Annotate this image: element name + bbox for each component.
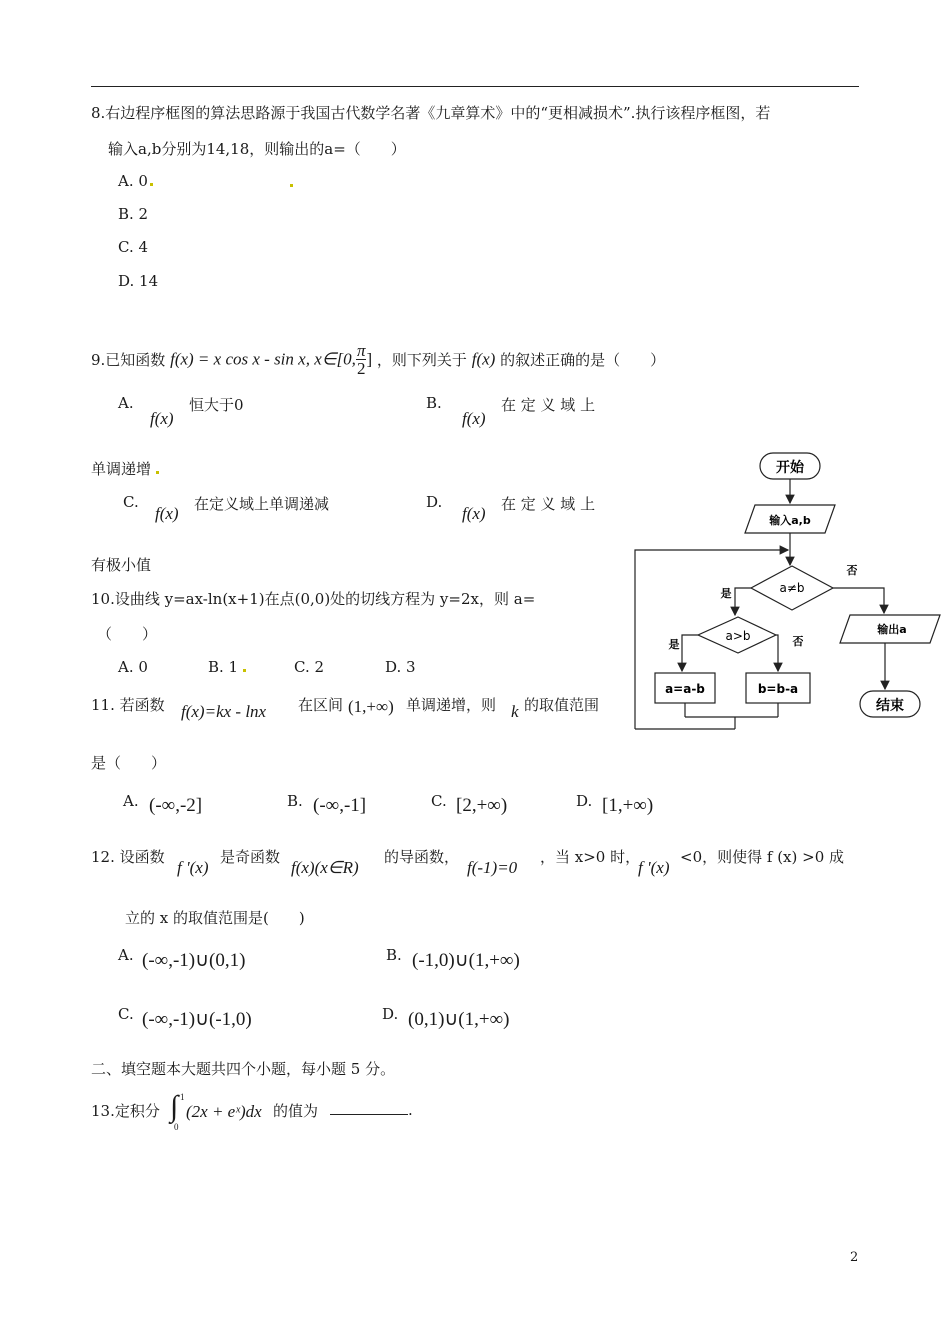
q12-stem-mid3: ，当 x>0 时， (540, 848, 641, 866)
q10-stem-line2: （ ） (97, 625, 158, 643)
q9-option-a-label: A. (118, 394, 134, 412)
q12-fprime-2: f '(x) (638, 858, 670, 877)
q11-option-a-value: (-∞,-2] (149, 795, 203, 816)
q11-stem-mid2: 单调递增，则 (406, 696, 497, 714)
integral-upper-limit: 1 (180, 1092, 185, 1102)
q8-stem-line1: 8.右边程序框图的算法思路源于我国古代数学名著《九章算术》中的“更相减损术”.执行该程序框图，若 (91, 104, 771, 122)
integral-sign: ∫ (170, 1090, 179, 1123)
start-label: 开始 (776, 460, 804, 476)
header-rule (91, 86, 859, 87)
q8-option-a: A. 0 (118, 172, 153, 190)
q11-option-b-label: B. (287, 792, 303, 810)
q9-option-c-label: C. (123, 493, 139, 511)
q12-f-neg-one: f(-1)=0 (467, 858, 518, 877)
q9-option-d-cont: 有极小值 (91, 556, 152, 574)
q11-stem-prefix: 11. 若函数 (91, 696, 165, 714)
q11-option-a-label: A. (123, 792, 139, 810)
q13-integrand: (2x + eˣ)dx (186, 1102, 262, 1121)
q10-option-a: A. 0 (118, 658, 148, 676)
q12-option-b-value: (-1,0)∪(1,+∞) (412, 950, 520, 971)
q12-option-a-label: A. (118, 946, 134, 964)
q12-option-d-label: D. (382, 1005, 399, 1023)
q12-stem-line2: 立的 x 的取值范围是( ) (125, 909, 305, 927)
q12-option-b-label: B. (386, 946, 402, 964)
q9-option-b-cont: 单调递增 (91, 458, 159, 479)
q11-option-c-value: [2,+∞) (456, 795, 508, 816)
q13-suffix: 的值为 (273, 1102, 319, 1120)
q11-stem-mid: 在区间 (298, 696, 344, 714)
q12-stem-mid2: 的导函数， (384, 848, 460, 866)
q12-fxR: f(x)(x∈R) (291, 858, 359, 877)
cond2-label: a>b (725, 629, 751, 643)
input-label: 输入a,b (769, 514, 811, 527)
q9-option-d-label: D. (426, 493, 443, 511)
output-label: 输出a (877, 623, 907, 636)
cond1-yes-label: 是 (720, 587, 732, 600)
q12-option-c-value: (-∞,-1)∪(-1,0) (142, 1009, 252, 1030)
q12-stem-mid1: 是奇函数 (220, 848, 281, 866)
q11-interval: (1,+∞) (348, 697, 394, 716)
q12-stem-mid4: <0，则使得 f (x) >0 成 (680, 848, 845, 866)
q8-stem-line2: 输入a,b分别为14,18，则输出的a=（ ） (108, 140, 406, 158)
cond2-yes-label: 是 (668, 638, 680, 651)
q12-fprime: f '(x) (177, 858, 209, 877)
flowchart (630, 445, 945, 737)
q9-option-d-fx: f(x) (462, 504, 486, 523)
q8-option-b: B. 2 (118, 205, 149, 223)
q9-option-b-fx: f(x) (462, 409, 486, 428)
cond1-label: a≠b (779, 581, 805, 595)
q11-option-b-value: (-∞,-1] (313, 795, 367, 816)
q11-function: f(x)=kx - lnx (181, 702, 267, 721)
q8-option-c: C. 4 (118, 238, 149, 256)
q12-option-a-value: (-∞,-1)∪(0,1) (142, 950, 246, 971)
q12-option-d-value: (0,1)∪(1,+∞) (408, 1009, 510, 1030)
integral-lower-limit: 0 (174, 1122, 179, 1132)
q13-prefix: 13.定积分 (91, 1102, 160, 1120)
q10-stem-line1: 10.设曲线 y=ax-ln(x+1)在点(0,0)处的切线方程为 y=2x，则 a= (91, 590, 536, 608)
q11-option-d-value: [1,+∞) (602, 795, 654, 816)
q9-option-a-text: 恒大于0 (189, 396, 244, 414)
page-number: 2 (850, 1250, 859, 1265)
end-label: 结束 (876, 698, 904, 714)
q11-k: k (511, 702, 519, 721)
q11-stem-suffix: 的取值范围 (524, 696, 600, 714)
pi-over-two: $\frac{\pi}{2}$ (356, 341, 366, 378)
q9-option-c-text: 在定义域上单调递减 (194, 495, 330, 513)
op2-label: b=b-a (757, 682, 799, 696)
q12-stem-prefix: 12. 设函数 (91, 848, 165, 866)
scan-mark (290, 184, 293, 187)
cond1-no-label: 否 (846, 564, 858, 577)
section-heading: 二、填空题本大题共四个小题，每小题 5 分。 (91, 1060, 396, 1078)
q12-option-c-label: C. (118, 1005, 134, 1023)
q9-stem: 9.已知函数 f(x) = x cos x - sin x, x∈[0, $\frac{\pi}{2}$ ] ，则下列关于 f(x) 的叙述正确的是（ ） (91, 341, 666, 378)
q10-option-c: C. 2 (294, 658, 325, 676)
q11-stem-line2: 是（ ） (91, 754, 167, 772)
q9-option-a-fx: f(x) (150, 409, 174, 428)
op1-label: a=a-b (665, 682, 705, 696)
q9-option-c-fx: f(x) (155, 504, 179, 523)
q10-option-b: B. 1 (208, 658, 246, 676)
q13-answer-blank: . (330, 1100, 413, 1119)
q11-option-c-label: C. (431, 792, 447, 810)
q10-option-d: D. 3 (385, 658, 416, 676)
q11-option-d-label: D. (576, 792, 593, 810)
cond2-no-label: 否 (792, 635, 804, 648)
q9-option-b-text: 在 定 义 域 上 (501, 396, 596, 414)
q9-option-b-label: B. (426, 394, 442, 412)
q8-option-d: D. 14 (118, 272, 159, 290)
q9-option-d-text: 在 定 义 域 上 (501, 495, 596, 513)
